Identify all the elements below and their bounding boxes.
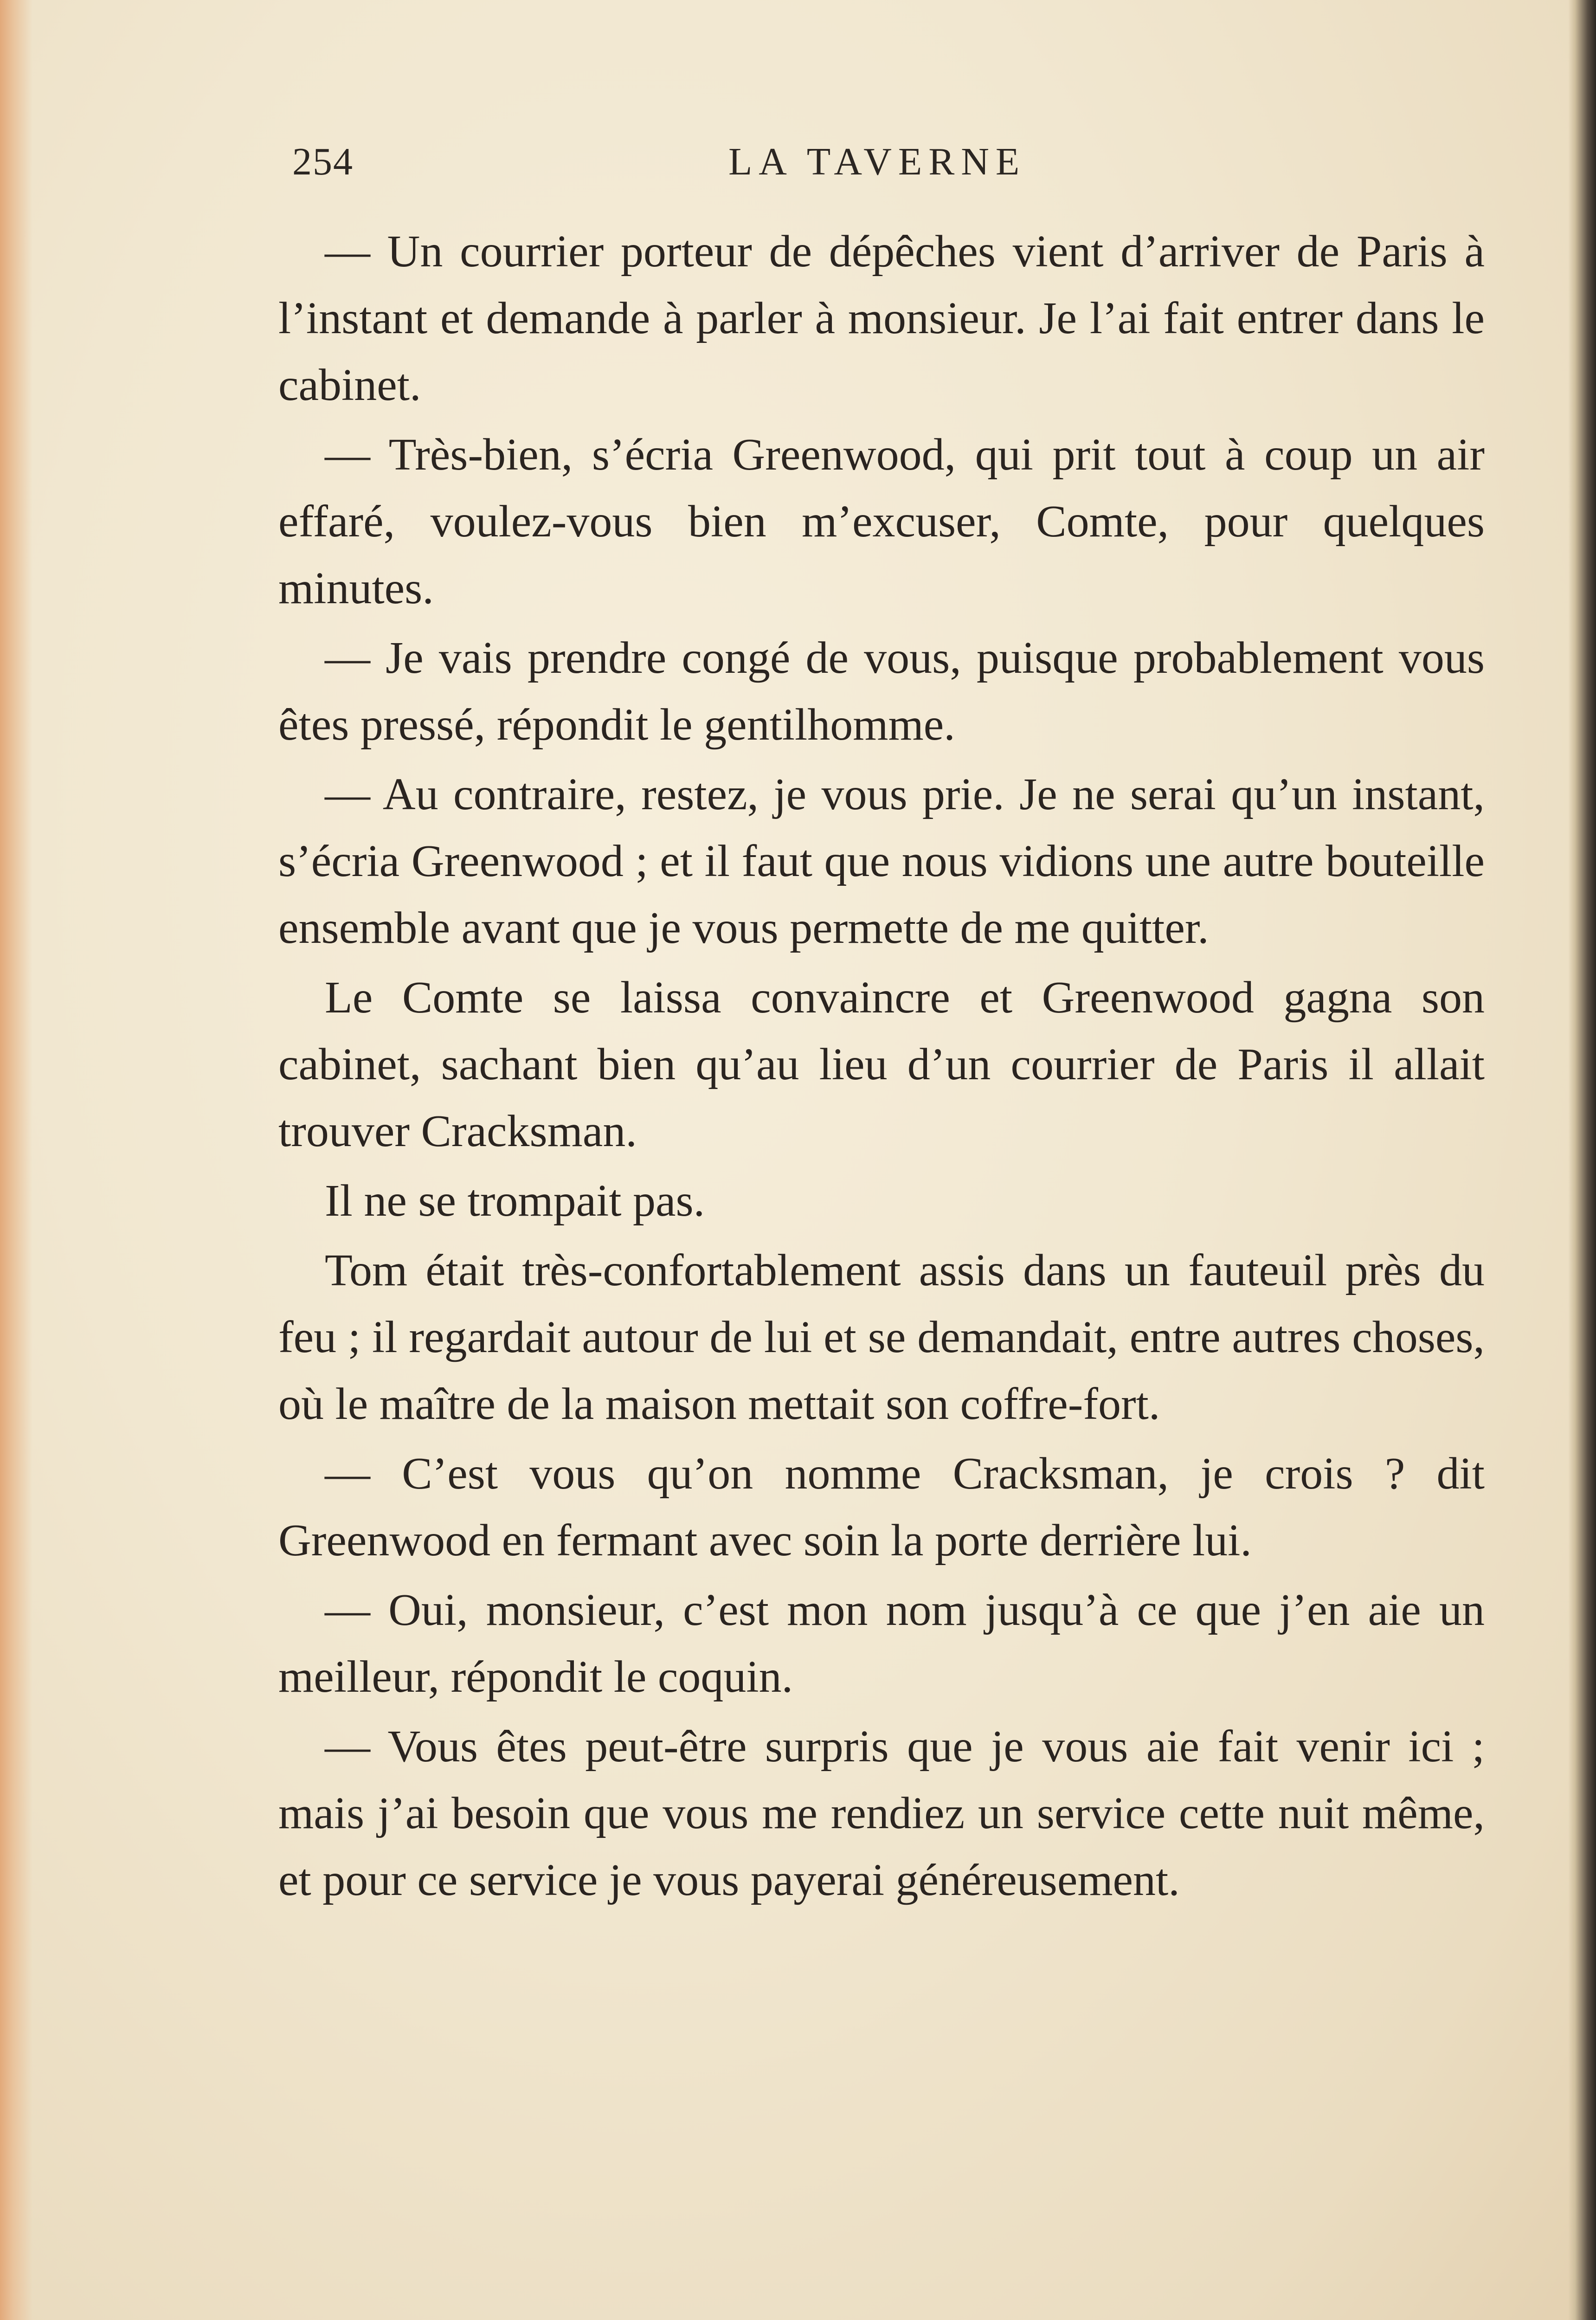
paragraph: — Un courrier porteur de dépêches vient d’arriver de Paris à l’instant et demande à parler à monsieur. Je l’ai fait entrer dans le cabinet. <box>278 226 1485 410</box>
paragraph: Il ne se trompait pas. <box>325 1176 705 1226</box>
paragraph: Tom était très-confortablement assis dans un fauteuil près du feu ; il regardait autour de lui et se demandait, entre autres choses, où le maître de la maison mettait son coffre-fort. <box>278 1245 1485 1429</box>
paragraph: — C’est vous qu’on nomme Cracksman, je crois ? dit Greenwood en fermant avec soin la porte derrière lui. <box>278 1449 1485 1566</box>
paragraph: — Vous êtes peut-être surpris que je vous aie fait venir ici ; mais j’ai besoin que vous me rendiez un service cette nuit même, et pour ce service je vous payerai généreusement. <box>278 1721 1485 1905</box>
page-edge-left <box>0 0 32 2320</box>
page-edge-right <box>1568 0 1596 2320</box>
paragraph: — Oui, monsieur, c’est mon nom jusqu’à ce que j’en aie un meilleur, répondit le coquin. <box>278 1585 1485 1702</box>
paragraph: — Très-bien, s’écria Greenwood, qui prit tout à coup un air effaré, voulez-vous bien m’excuser, Comte, pour quelques minutes. <box>278 430 1485 613</box>
running-title: LA TAVERNE <box>728 140 1026 183</box>
page-number: 254 <box>292 140 354 183</box>
paragraph: — Au contraire, restez, je vous prie. Je ne serai qu’un instant, s’écria Greenwood ; et il faut que nous vidions une autre bouteille ensemble avant que je vous permette de me quitter. <box>278 769 1485 953</box>
running-head <box>288 139 1522 204</box>
body-text <box>278 218 1485 1916</box>
paragraph: — Je vais prendre congé de vous, puisque probablement vous êtes pressé, répondit le gentilhomme. <box>278 633 1485 750</box>
paragraph: Le Comte se laissa convaincre et Greenwood gagna son cabinet, sachant bien qu’au lieu d’un courrier de Paris il allait trouver Cracksman. <box>278 973 1485 1156</box>
